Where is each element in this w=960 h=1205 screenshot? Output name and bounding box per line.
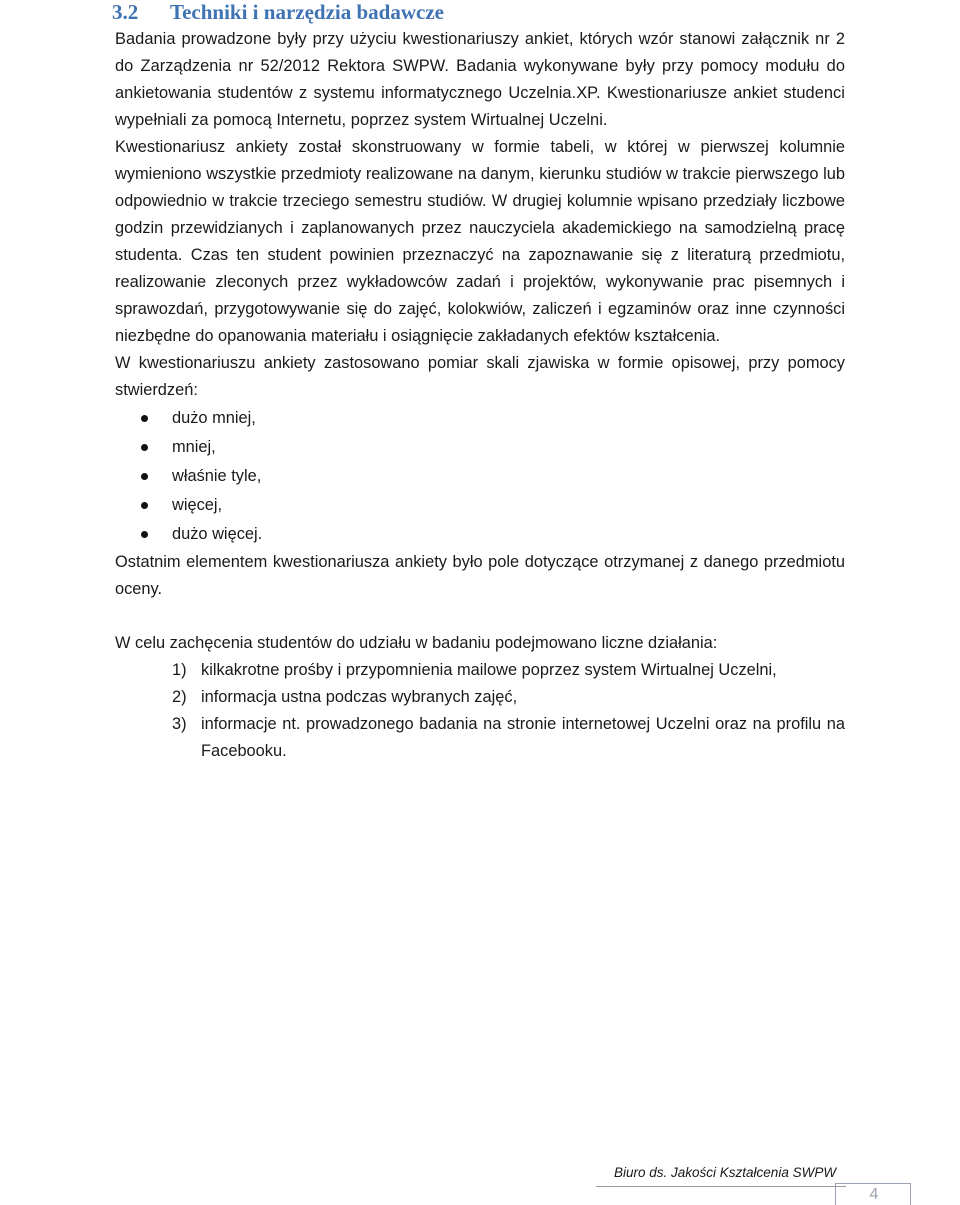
actions-list-item: 2) informacja ustna podczas wybranych zajęć, bbox=[172, 688, 518, 706]
page-number: 4 bbox=[869, 1186, 879, 1203]
bullet-icon bbox=[141, 502, 148, 509]
paragraph-scale-intro: W kwestionariuszu ankiety zastosowano pomiar skali zjawiska w formie opisowej, przy pomocy stwierdzeń: bbox=[115, 354, 845, 399]
page-number-box bbox=[835, 1183, 911, 1205]
scale-list-item: mniej, bbox=[115, 433, 845, 462]
bullet-icon bbox=[141, 473, 148, 480]
section-title: Techniki i narzędzia badawcze bbox=[170, 0, 444, 24]
scale-list bbox=[115, 404, 845, 549]
document-page bbox=[112, 0, 845, 765]
section-number: 3.2 bbox=[112, 0, 139, 24]
footer-rule bbox=[596, 1186, 846, 1187]
actions-list bbox=[115, 657, 845, 765]
paragraph-questionnaire-structure: Kwestionariusz ankiety został skonstruowany w formie tabeli, w której w pierwszej kolumnie wymieniono wszystkie przedmioty realizowane na danym, kierunku studiów w trakcie pierwszego lub odpowiednio w trakcie trzeciego semestru studiów. W drugiej kolumnie wpisano przedziały liczbowe godzin przewidzianych i zaplanowanych przez nauczyciela akademickiego na samodzielną pracę studenta. Czas ten student powinien przeznaczyć na zapoznawanie się z literaturą przedmiotu, realizowanie zleconych przez wykładowców zadań i projektów, wykonywanie prac pisemnych i sprawozdań, przygotowywanie się do zajęć, kolokwiów, zaliczeń i egzaminów oraz inne czynności niezbędne do opanowania materiału i osiągnięcie zakładanych efektów kształcenia. bbox=[115, 138, 845, 345]
scale-list-item: właśnie tyle, bbox=[115, 462, 845, 491]
section-heading bbox=[112, 0, 845, 24]
paragraph-grade-field: Ostatnim elementem kwestionariusza ankiety było pole dotyczące otrzymanej z danego przedmiotu oceny. bbox=[115, 553, 845, 598]
bullet-icon bbox=[141, 415, 148, 422]
paragraph-methods-intro: Badania prowadzone były przy użyciu kwestionariuszy ankiet, których wzór stanowi załącznik nr 2 do Zarządzenia nr 52/2012 Rektora SWPW. Badania wykonywane były przy pomocy modułu do ankietowania studentów z systemu informatycznego Uczelnia.XP. Kwestionariusze ankiet studenci wypełniali za pomocą Internetu, poprzez system Wirtualnej Uczelni. bbox=[115, 30, 845, 129]
actions-list-item: 1) kilkakrotne prośby i przypomnienia mailowe poprzez system Wirtualnej Uczelni, bbox=[172, 661, 777, 679]
scale-list-item: dużo mniej, bbox=[115, 404, 845, 433]
paragraph-actions-intro: W celu zachęcenia studentów do udziału w badaniu podejmowano liczne działania: bbox=[115, 634, 718, 652]
footer-office-name: Biuro ds. Jakości Kształcenia SWPW bbox=[614, 1165, 837, 1180]
bullet-icon bbox=[141, 531, 148, 538]
scale-list-item: dużo więcej. bbox=[115, 520, 845, 549]
bullet-icon bbox=[141, 444, 148, 451]
spacer bbox=[115, 603, 845, 630]
scale-list-item: więcej, bbox=[115, 491, 845, 520]
actions-list-item: 3) informacje nt. prowadzonego badania na stronie internetowej Uczelni oraz na profilu na Facebooku. bbox=[172, 715, 845, 760]
